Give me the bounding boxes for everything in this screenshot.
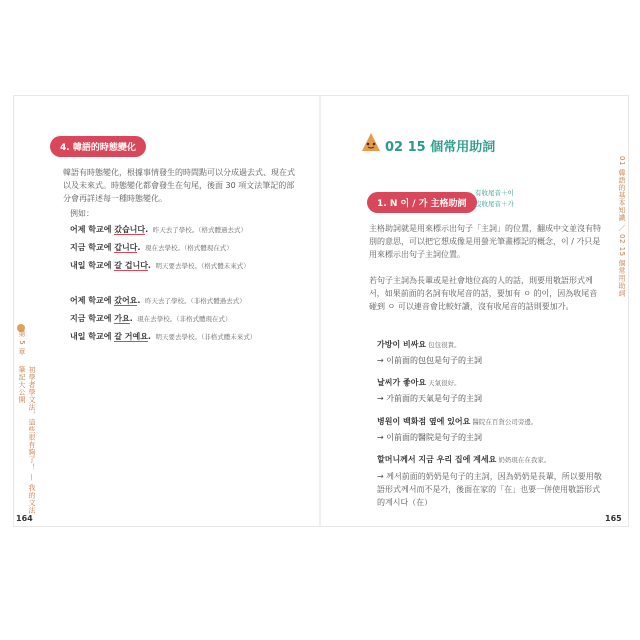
mascot-icon: [359, 130, 383, 158]
right-page: [321, 96, 628, 526]
informal-example-3: 내일 학교에 갈 거예요. 明天要去學校。（非格式體未來式）: [70, 332, 257, 341]
example-3: 병원이 백화점 옆에 있어요 醫院在百貨公司旁邊。: [377, 417, 538, 426]
intro-paragraph: 韓語有時態變化，根據事情發生的時間點可以分成過去式、現在式以及未來式。時態變化都會發生在句尾，後面 30 項文法筆記的部分會再詳述每一種時態變化。: [63, 168, 295, 203]
left-page: [14, 96, 319, 526]
left-side-title: 初學者學文法，這些很有夠了！ — 我的文法筆記大公開: [18, 366, 36, 514]
example-1: 가방이 비싸요 包包很貴。: [377, 340, 461, 349]
right-paragraph-1: 主格助詞就是用來標示出句子「主詞」的位置，翻成中文並沒有特別的意思，可以把它想成像是用螢光筆畫標記的概念，이 / 가只是用來標示出句子主詞位置。: [369, 224, 601, 259]
rule-note: 有收尾音＋이 沒收尾音＋가: [475, 189, 514, 208]
section-pill: 4. 韓語的時態變化: [50, 136, 146, 157]
section-heading: 02 15 個常用助詞: [385, 140, 496, 155]
informal-example-2: 지금 학교에 가요. 現在去學校。（非格式體現在式）: [70, 314, 232, 323]
example-1-explanation: → 이前面的包包是句子的主詞: [377, 356, 482, 365]
formal-example-1: 어제 학교에 갔습니다. 昨天去了學校。（格式體過去式）: [70, 225, 247, 234]
example-3-explanation: → 이前面的醫院是句子的主詞: [377, 433, 482, 442]
subsection-pill: 1. N 이 / 가 主格助詞: [367, 192, 477, 213]
left-page-number: 164: [16, 514, 33, 523]
formal-example-3: 내일 학교에 갈 겁니다. 明天要去學校。（格式體未來式）: [70, 261, 250, 270]
example-2: 날씨가 좋아요 天氣很好。: [377, 378, 461, 387]
example-2-explanation: → 가前面的天氣是句子的主詞: [377, 394, 482, 403]
right-side-title: 01 韓語的基本知識 ／ 02 15 個常用助詞: [618, 156, 626, 297]
informal-example-1: 어제 학교에 갔어요. 昨天去了學校。（非格式體過去式）: [70, 296, 246, 305]
right-paragraph-2: 若句子主詞為長輩或是社會地位高的人的話，則要用敬語形式께서，如果前面的名詞有收尾音的話，要加有 ㅇ 的이，因為收尾音碰到 ㅇ 可以連音會比較好讀，沒有收尾音的話則要加가。: [369, 276, 598, 311]
example-label: 例如：: [70, 209, 94, 218]
right-page-number: 165: [605, 514, 622, 523]
example-4-explanation: → 께서前面的奶奶是句子的主詞，因為奶奶是長輩，所以要用敬語形式께서而不是가，後面在家的「在」也要一併使用敬語形式的계시다（在）: [377, 472, 602, 507]
left-side-chapter: 第 5 章: [18, 330, 26, 356]
example-4: 할머니께서 지금 우리 집에 계세요 奶奶現在在我家。: [377, 455, 551, 464]
formal-example-2: 지금 학교에 갑니다. 現在去學校。（格式體現在式）: [70, 243, 233, 252]
